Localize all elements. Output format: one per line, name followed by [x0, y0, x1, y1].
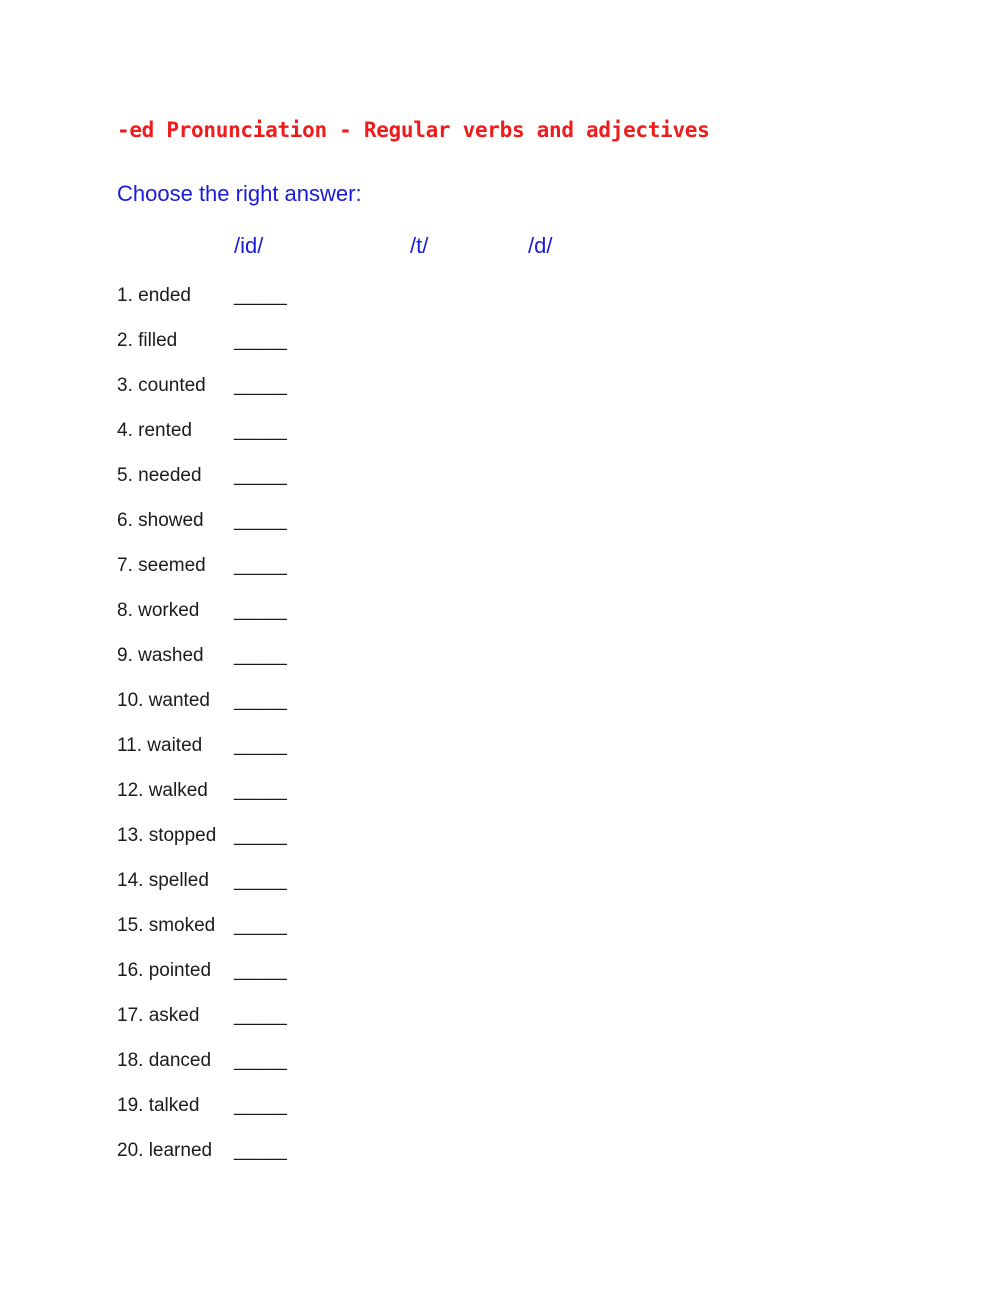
question-word: 5. needed — [117, 465, 202, 486]
question-item — [117, 1050, 417, 1095]
question-item — [117, 375, 417, 420]
worksheet-title: -ed Pronunciation - Regular verbs and adjectives — [117, 118, 710, 142]
question-item — [117, 1005, 417, 1050]
answer-blank[interactable]: _____ — [234, 330, 287, 351]
question-item — [117, 690, 417, 735]
question-word: 7. seemed — [117, 555, 206, 576]
answer-blank[interactable]: _____ — [234, 600, 287, 621]
question-word: 17. asked — [117, 1005, 200, 1026]
answer-blank[interactable]: _____ — [234, 375, 287, 396]
answer-blank[interactable]: _____ — [234, 780, 287, 801]
question-word: 19. talked — [117, 1095, 200, 1116]
instruction-text: Choose the right answer: — [117, 181, 362, 206]
question-item — [117, 510, 417, 555]
answer-blank[interactable]: _____ — [234, 1050, 287, 1071]
answer-blank[interactable]: _____ — [234, 735, 287, 756]
question-item — [117, 555, 417, 600]
answer-blank[interactable]: _____ — [234, 915, 287, 936]
answer-options — [0, 233, 1000, 263]
option-id: /id/ — [234, 233, 264, 258]
question-word: 11. waited — [117, 735, 203, 756]
question-word: 6. showed — [117, 510, 204, 531]
option-t: /t/ — [410, 233, 429, 258]
question-word: 1. ended — [117, 285, 191, 306]
answer-blank[interactable]: _____ — [234, 1095, 287, 1116]
answer-blank[interactable]: _____ — [234, 510, 287, 531]
answer-blank[interactable]: _____ — [234, 1005, 287, 1026]
question-item — [117, 960, 417, 1005]
answer-blank[interactable]: _____ — [234, 870, 287, 891]
question-word: 16. pointed — [117, 960, 212, 981]
question-item — [117, 1140, 417, 1185]
question-word: 18. danced — [117, 1050, 212, 1071]
question-item — [117, 1095, 417, 1140]
question-item — [117, 600, 417, 645]
answer-blank[interactable]: _____ — [234, 690, 287, 711]
question-word: 2. filled — [117, 330, 178, 351]
question-word: 20. learned — [117, 1140, 213, 1161]
answer-blank[interactable]: _____ — [234, 465, 287, 486]
question-word: 8. worked — [117, 600, 200, 621]
question-word: 14. spelled — [117, 870, 209, 891]
question-item — [117, 330, 417, 375]
option-d: /d/ — [528, 233, 553, 258]
question-item — [117, 870, 417, 915]
question-item — [117, 420, 417, 465]
question-item — [117, 645, 417, 690]
question-word: 10. wanted — [117, 690, 210, 711]
answer-blank[interactable]: _____ — [234, 285, 287, 306]
question-item — [117, 915, 417, 960]
question-word: 4. rented — [117, 420, 192, 441]
answer-blank[interactable]: _____ — [234, 1140, 287, 1161]
answer-blank[interactable]: _____ — [234, 555, 287, 576]
question-word: 9. washed — [117, 645, 204, 666]
answer-blank[interactable]: _____ — [234, 645, 287, 666]
answer-blank[interactable]: _____ — [234, 420, 287, 441]
question-word: 15. smoked — [117, 915, 216, 936]
answer-blank[interactable]: _____ — [234, 960, 287, 981]
question-item — [117, 465, 417, 510]
question-item — [117, 735, 417, 780]
question-word: 12. walked — [117, 780, 208, 801]
question-word: 13. stopped — [117, 825, 217, 846]
answer-blank[interactable]: _____ — [234, 825, 287, 846]
question-item — [117, 825, 417, 870]
question-item — [117, 285, 417, 330]
question-item — [117, 780, 417, 825]
question-list — [117, 285, 417, 1185]
question-word: 3. counted — [117, 375, 206, 396]
